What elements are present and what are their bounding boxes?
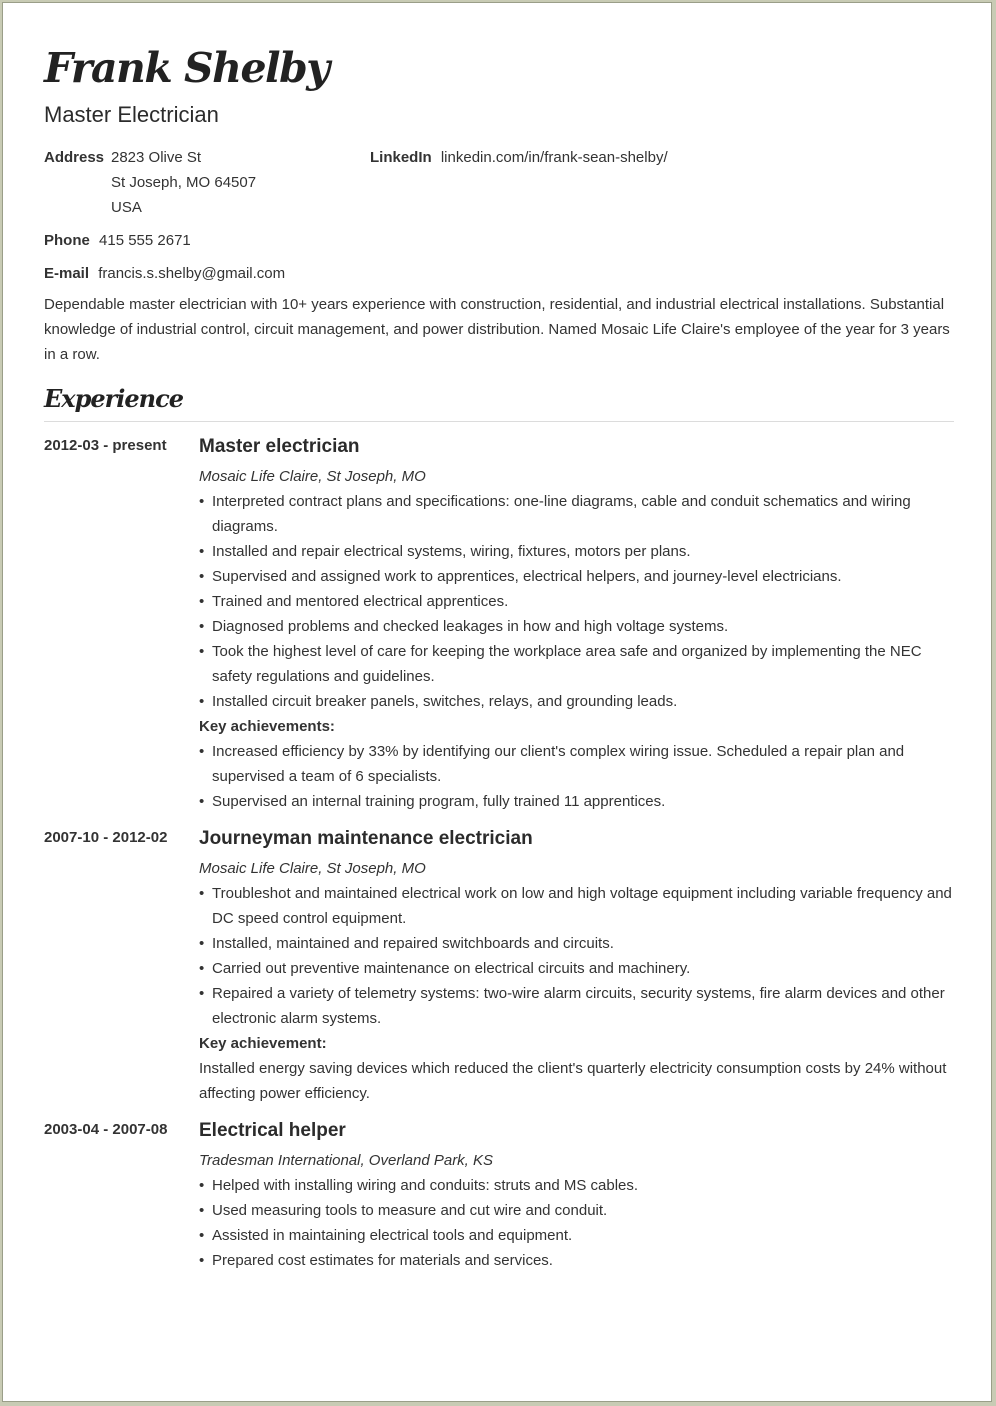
address-line: 2823 Olive St (111, 149, 202, 166)
linkedin-row (370, 145, 668, 170)
list-item: • Installed, maintained and repaired switchboards and circuits. (199, 931, 954, 956)
linkedin-label: LinkedIn (370, 149, 432, 166)
resume-page (2, 2, 992, 1402)
job-dates: 2012-03 - present (44, 437, 167, 454)
phone-row (44, 228, 191, 253)
bullet-icon: • (199, 793, 205, 810)
list-item: • Assisted in maintaining electrical tools and equipment. (199, 1223, 954, 1248)
bullet-icon: • (199, 1252, 205, 1269)
bullet-icon: • (199, 960, 205, 977)
phone-label: Phone (44, 232, 90, 249)
job-title: Journeyman maintenance electrician (199, 828, 533, 849)
bullet-icon: • (199, 1202, 205, 1219)
list-item: • Repaired a variety of telemetry systems: two-wire alarm circuits, security systems, fire alarm devices and other electronic alarm systems. (199, 981, 954, 1031)
list-item: • Carried out preventive maintenance on electrical circuits and machinery. (199, 956, 954, 981)
bullet-icon: • (199, 985, 205, 1002)
bullet-icon: • (199, 568, 205, 585)
email-label: E-mail (44, 265, 90, 282)
bullet-icon: • (199, 593, 205, 610)
bullet-icon: • (199, 543, 205, 560)
address-line: St Joseph, MO 64507 (111, 174, 257, 191)
achievement-text: Installed energy saving devices which reduced the client's quarterly electricity consumption costs by 24% without affecting power efficiency. (199, 1060, 947, 1102)
list-item: • Increased efficiency by 33% by identifying our client's complex wiring issue. Scheduled a repair plan and supervised a team of 6 specialists. (199, 739, 954, 789)
list-item: • Used measuring tools to measure and cut wire and conduit. (199, 1198, 954, 1223)
job-entry (44, 434, 954, 814)
address-line: USA (111, 199, 142, 216)
achievement-list (199, 739, 954, 814)
job-bullet-list (199, 489, 954, 714)
email-link[interactable]: francis.s.shelby@gmail.com (98, 265, 286, 282)
list-item: • Took the highest level of care for keeping the workplace area safe and organized by implementing the NEC safety regulations and guidelines. (199, 639, 954, 689)
list-item: • Supervised and assigned work to apprentices, electrical helpers, and journey-level electricians. (199, 564, 954, 589)
list-item: • Helped with installing wiring and conduits: struts and MS cables. (199, 1173, 954, 1198)
linkedin-link[interactable]: linkedin.com/in/frank-sean-shelby/ (440, 149, 668, 166)
address-lines (111, 145, 256, 220)
list-item: • Installed and repair electrical systems, wiring, fixtures, motors per plans. (199, 539, 954, 564)
bullet-icon: • (199, 493, 205, 510)
job-bullet-list (199, 1173, 954, 1273)
contact-block (44, 145, 954, 287)
job-title: Electrical helper (199, 1120, 346, 1141)
bullet-icon: • (199, 693, 205, 710)
candidate-name: Frank Shelby (44, 44, 329, 92)
job-title: Master electrician (199, 436, 360, 457)
list-item: • Prepared cost estimates for materials and services. (199, 1248, 954, 1273)
achievements-label: Key achievements: (199, 718, 335, 735)
address-row (44, 145, 344, 216)
job-dates: 2007-10 - 2012-02 (44, 829, 168, 846)
list-item: • Supervised an internal training program, fully trained 11 apprentices. (199, 789, 954, 814)
job-entry (44, 826, 954, 1106)
bullet-icon: • (199, 643, 205, 660)
resume-content (44, 33, 954, 1273)
email-row (44, 261, 285, 286)
job-company: Mosaic Life Claire, St Joseph, MO (199, 860, 426, 877)
achievement-label: Key achievement: (199, 1035, 327, 1052)
list-item: • Diagnosed problems and checked leakages in how and high voltage systems. (199, 614, 954, 639)
job-body (199, 826, 954, 1106)
list-item: • Installed circuit breaker panels, switches, relays, and grounding leads. (199, 689, 954, 714)
job-entry (44, 1118, 954, 1273)
job-company: Mosaic Life Claire, St Joseph, MO (199, 468, 426, 485)
bullet-icon: • (199, 743, 205, 760)
bullet-icon: • (199, 935, 205, 952)
job-company: Tradesman International, Overland Park, KS (199, 1152, 494, 1169)
bullet-icon: • (199, 1177, 205, 1194)
job-dates: 2003-04 - 2007-08 (44, 1121, 168, 1138)
list-item: • Troubleshot and maintained electrical work on low and high voltage equipment including variable frequency and DC speed control equipment. (199, 881, 954, 931)
list-item: • Interpreted contract plans and specifications: one-line diagrams, cable and conduit schematics and wiring diagrams. (199, 489, 954, 539)
job-body (199, 434, 954, 814)
bullet-icon: • (199, 885, 205, 902)
summary-paragraph: Dependable master electrician with 10+ years experience with construction, residential, and industrial electrical installations. Substantial knowledge of industrial control, circuit management, and power distribution. Named Mosaic Life Claire's employee of the year for 3 years in a row. (44, 296, 950, 363)
phone-value: 415 555 2671 (99, 232, 191, 249)
job-body (199, 1118, 954, 1273)
bullet-icon: • (199, 1227, 205, 1244)
address-label: Address (44, 149, 105, 166)
candidate-title: Master Electrician (44, 102, 219, 127)
job-bullet-list (199, 881, 954, 1031)
list-item: • Trained and mentored electrical apprentices. (199, 589, 954, 614)
bullet-icon: • (199, 618, 205, 635)
experience-heading: Experience (44, 381, 954, 422)
